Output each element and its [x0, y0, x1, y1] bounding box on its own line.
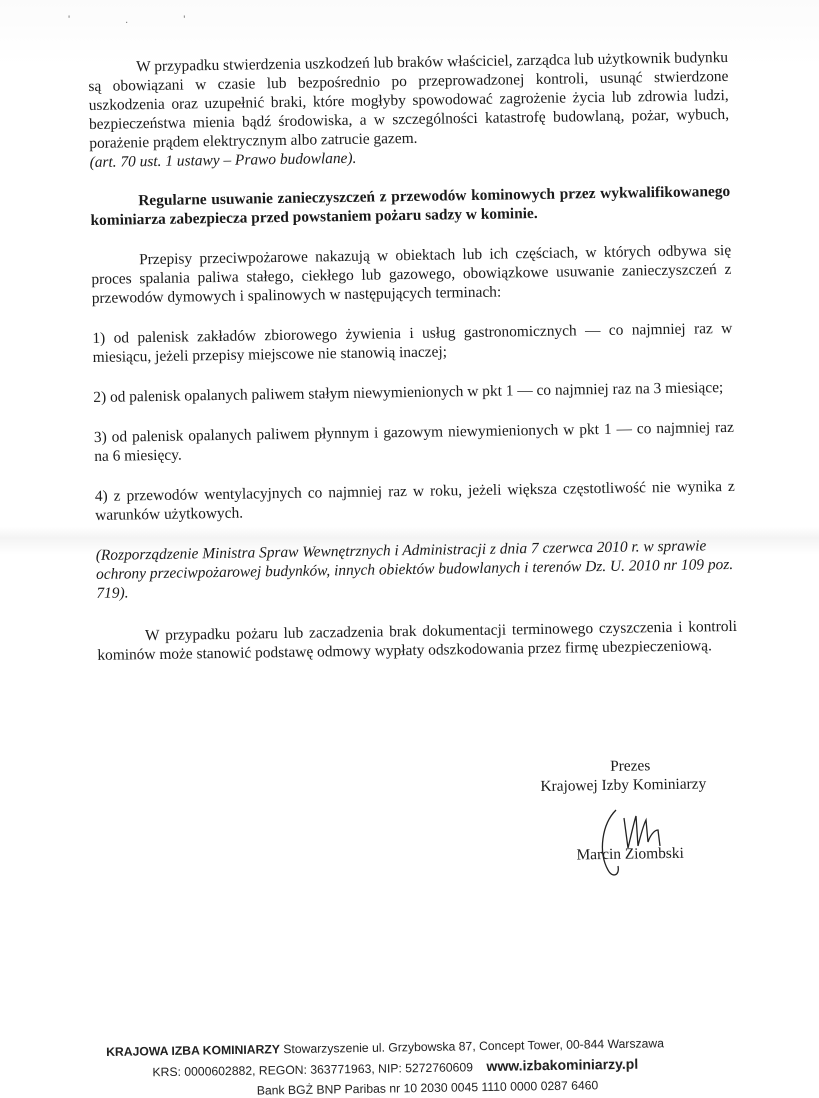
- footer-org-name: KRAJOWA IZBA KOMINIARZY: [106, 1042, 281, 1059]
- paragraph-fire-regulations: Przepisy przeciwpożarowe nakazują w obiektach lub ich częściach, w których odbywa się proces spalania paliwa stałego, ciekłego lub gazowego, obowiązkowe usuwanie zanieczyszczeń z przewodów dymowych i spalinowych w następujących terminach:: [91, 241, 732, 307]
- footer-bank-account: Bank BGŻ BNP Paribas nr 10 2030 0045 1110 0000 0287 6460: [256, 1078, 599, 1098]
- list-item-2: 2) od palenisk opalanych paliwem stałym niewymienionych w pkt 1 — co najmniej raz na 3 miesiące;: [93, 379, 724, 406]
- section-heading: Regularne usuwanie zanieczyszczeń z przewodów kominowych przez wykwalifikowanego kominiarza zabezpiecza przed powstaniem pożaru sadzy w kominie.: [90, 182, 731, 229]
- letter-body: [88, 48, 737, 665]
- scan-marks: ' . ': [68, 14, 212, 26]
- list-item-3: 3) od palenisk opalanych paliwem płynnym i gazowym niewymienionych w pkt 1 — co najmniej raz na 6 miesięcy.: [93, 418, 735, 465]
- signatory-name: Marcin Ziombski: [576, 844, 684, 864]
- signatory-title: Prezes: [610, 757, 651, 775]
- footer-address: Stowarzyszenie ul. Grzybowska 87, Concept Tower, 00-844 Warszawa: [283, 1036, 665, 1057]
- signatory-organization: Krajowej Izby Kominiarzy: [540, 775, 707, 795]
- list-item-1: 1) od palenisk zakładów zbiorowego żywienia i usług gastronomicznych — co najmniej raz w miesiącu, jeżeli przepisy miejscowe nie stanowią inaczej;: [92, 319, 733, 366]
- paragraph-insurance: W przypadku pożaru lub zaczadzenia brak dokumentacji terminowego czyszczenia i kontroli kominów może stanowić podstawę odmowy wypłaty odszkodowania przez firmę ubezpieczeniową.: [97, 617, 738, 664]
- letterhead-footer: [106, 1032, 747, 1098]
- footer-registry: KRS: 0000602882, REGON: 363771963, NIP: 5272760609: [152, 1060, 474, 1080]
- footer-website-link[interactable]: www.izbakominiarzy.pl: [486, 1055, 639, 1075]
- handwritten-signature: [594, 800, 684, 890]
- reference-building-law: (art. 70 ust. 1 ustawy – Prawo budowlane).: [89, 149, 357, 171]
- reference-regulation: (Rozporządzenie Ministra Spraw Wewnętrznych i Administracji z dnia 7 czerwca 2010 r. w sprawie ochrony przeciwpożarowej budynków, innych obiektów budowlanych i terenów Dz. U. 2010 nr 109 poz. 719).: [95, 537, 734, 602]
- paragraph-inspection-duties: W przypadku stwierdzenia uszkodzeń lub braków właściciel, zarządca lub użytkownik budynku są obowiązani w czasie lub bezpośrednio po przeprowadzonej kontroli, usunąć stwierdzone uszkodzenia oraz uzupełnić braki, które mogłyby spowodować zagrożenie życia lub zdrowia ludzi, bezpieczeństwa mienia bądź środowiska, a w szczególności katastrofę budowlaną, pożar, wybuch, porażenie prądem elektrycznym albo zatrucie gazem.: [88, 48, 730, 152]
- list-item-4: 4) z przewodów wentylacyjnych co najmniej raz w roku, jeżeli większa częstotliwość nie wynika z warunków użytkowych.: [94, 477, 735, 524]
